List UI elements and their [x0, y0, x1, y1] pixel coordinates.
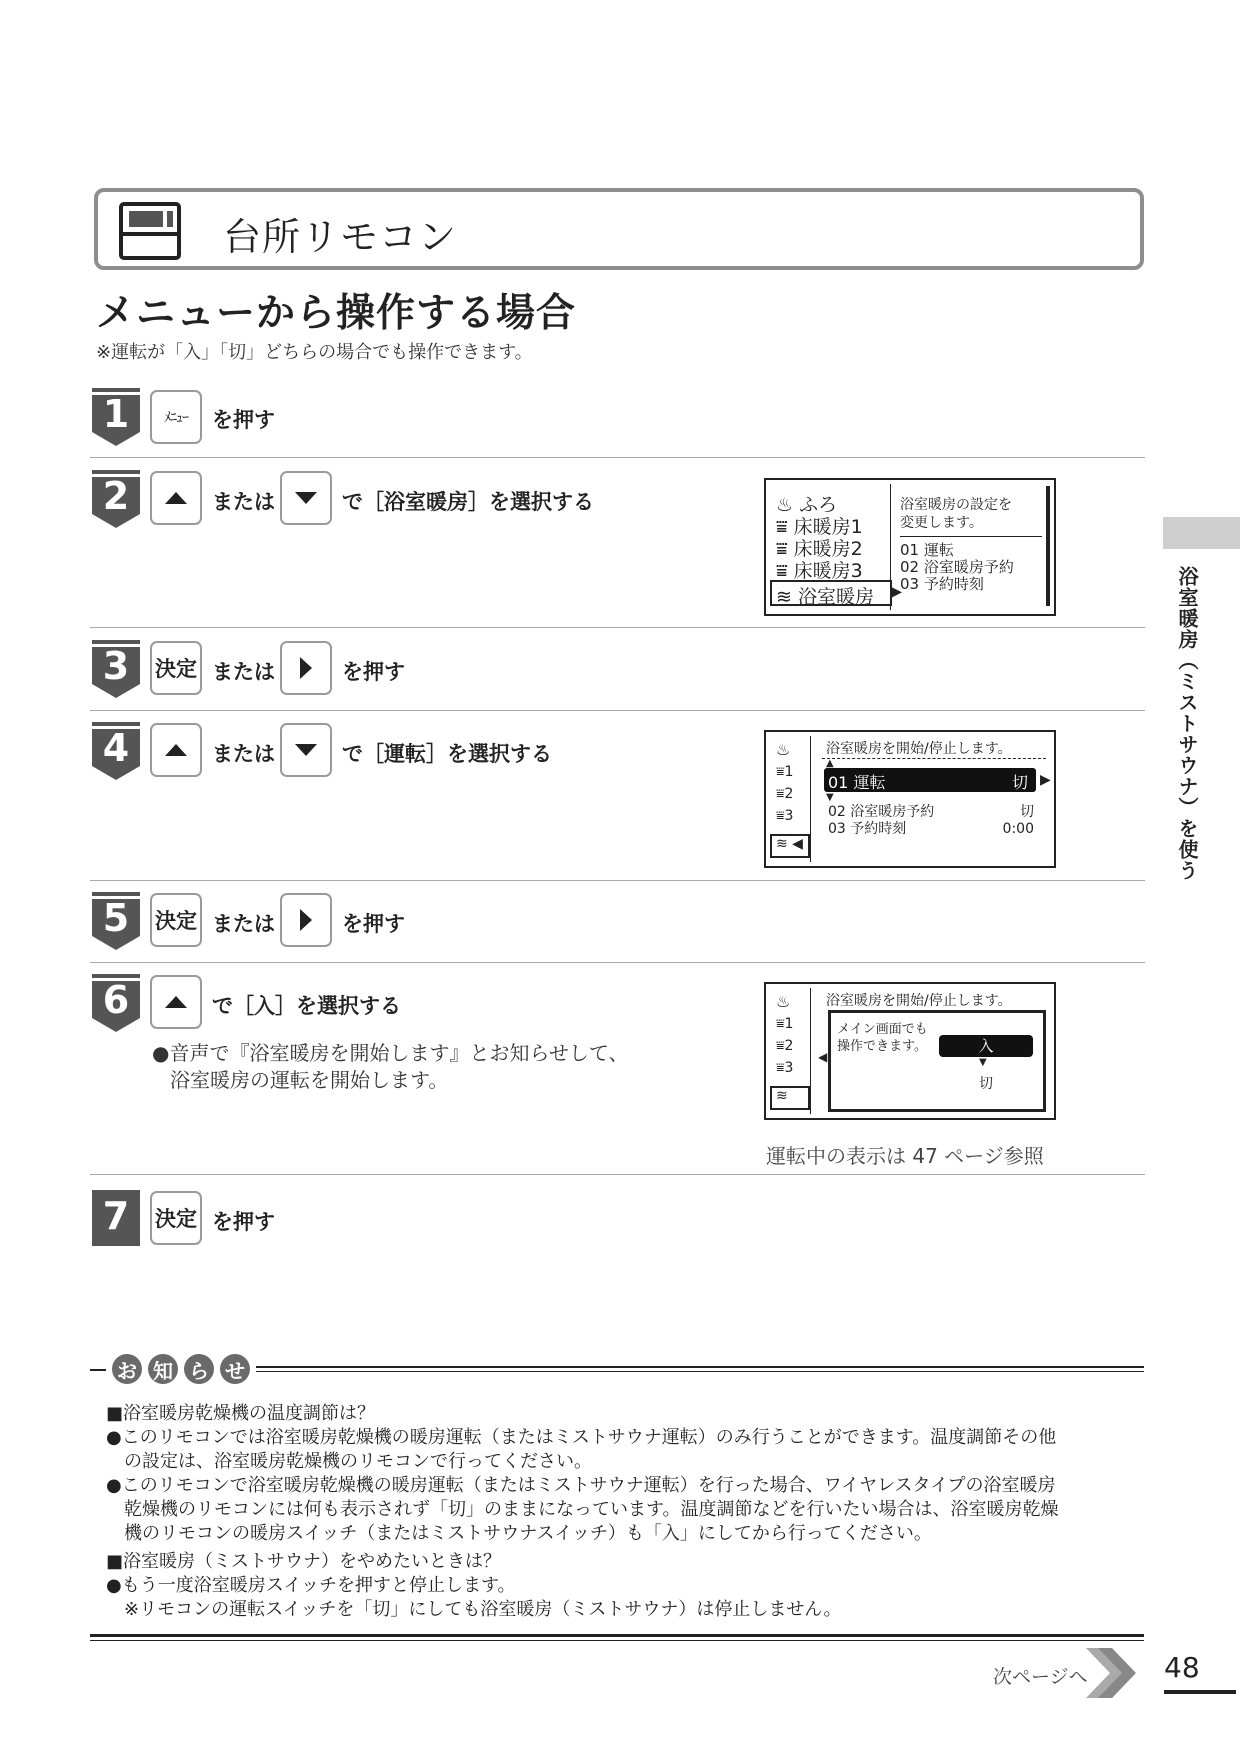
menu-item: ⩸ 床暖房1: [776, 516, 863, 538]
lcd-separator: [900, 536, 1042, 537]
menu-key[interactable]: ﾒﾆｭｰ: [150, 390, 202, 444]
step-badge: [92, 974, 140, 1032]
down-key[interactable]: [280, 471, 332, 525]
menu-item-selected: ≋ 浴室暖房 ▶: [770, 580, 892, 606]
up-triangle-icon: [165, 492, 187, 504]
divider: [90, 962, 1145, 963]
bathroom-heater-icon: ≋ ◀: [770, 834, 810, 858]
floor-heat-icon: ⩸3: [776, 808, 794, 824]
lcd-side-column: [770, 988, 811, 1114]
notice-rule-right-thin: [256, 1371, 1144, 1372]
notice-char: せ: [220, 1354, 250, 1384]
floor-heat-icon: ⩸: [776, 560, 788, 582]
page-number-underline: [1164, 1690, 1236, 1694]
lcd-menu-screen: [764, 478, 1056, 616]
enter-key[interactable]: 決定: [150, 1191, 202, 1245]
left-arrow-icon: ◀: [818, 1050, 828, 1064]
notice-bullet: ●このリモコンでは浴室暖房乾燥機の暖房運転（またはミストサウナ運転）のみ行うことができます。温度調節その他: [106, 1427, 1057, 1448]
bath-icon: ♨: [776, 740, 791, 759]
step-number: 5: [102, 896, 130, 940]
enter-key[interactable]: 決定: [150, 893, 202, 947]
lcd-menu-list: [770, 484, 902, 610]
right-arrow-icon: ▶: [1040, 772, 1051, 788]
lcd-rows: 02 浴室暖房予約 切 03 予約時刻 0:00: [828, 804, 1034, 837]
step-badge: [92, 470, 140, 528]
lcd-options: 01 運転 02 浴室暖房予約 03 予約時刻: [900, 541, 1014, 593]
step-text: を押す: [212, 408, 275, 432]
up-key[interactable]: [150, 471, 202, 525]
lcd-header: 浴室暖房を開始/停止します。: [826, 741, 1012, 757]
down-triangle-icon: [295, 744, 317, 756]
next-page-chevron-icon[interactable]: [1082, 1646, 1140, 1700]
notice-bullet-cont: の設定は、浴室暖房乾燥機のリモコンで行ってください。: [124, 1451, 592, 1472]
right-key[interactable]: [280, 893, 332, 947]
right-triangle-icon: [300, 909, 312, 931]
right-key[interactable]: [280, 641, 332, 695]
divider: [90, 1174, 1145, 1175]
lcd-side-column: [770, 736, 811, 862]
step-text: を押す: [342, 912, 405, 936]
step-badge: [92, 388, 140, 446]
step-badge: [92, 722, 140, 780]
notice-bottom-rule: [90, 1634, 1144, 1637]
down-arrow-icon: ▼: [826, 792, 834, 803]
up-arrow-icon: ▲: [826, 758, 834, 769]
header-title: 台所リモコン: [223, 215, 458, 259]
bathroom-heater-icon: ≋: [776, 586, 792, 608]
down-triangle-icon: [295, 492, 317, 504]
kitchen-remote-icon: [118, 201, 182, 261]
lcd-description: 浴室暖房の設定を 変更します。: [900, 497, 1012, 531]
notice-bullet: ●このリモコンで浴室暖房乾燥機の暖房運転（またはミストサウナ運転）を行った場合、ワイヤレスタイプの浴室暖房: [106, 1475, 1056, 1496]
notice-bottom-rule-thin: [90, 1640, 1144, 1641]
notice-rule-right: [256, 1366, 1144, 1368]
or-text: または: [212, 742, 275, 766]
or-text: または: [212, 912, 275, 936]
divider: [90, 880, 1145, 881]
next-page-label[interactable]: 次ページへ: [993, 1666, 1088, 1688]
floor-heat-icon: ⩸: [776, 516, 788, 538]
popup-other-option: 切: [979, 1076, 993, 1092]
floor-heat-icon: ⩸: [776, 538, 788, 560]
up-triangle-icon: [165, 744, 187, 756]
lcd-scrollbar: [1046, 486, 1050, 606]
lcd-dashed-line: [822, 758, 1046, 759]
step-badge: [92, 1190, 140, 1246]
notice-char: お: [112, 1354, 142, 1384]
or-text: または: [212, 660, 275, 684]
step-number: 6: [102, 978, 130, 1022]
or-text: または: [212, 490, 275, 514]
side-tab-label: 浴室暖房（ミストサウナ）を使う: [1175, 566, 1199, 881]
notice-char: ら: [184, 1354, 214, 1384]
floor-heat-icon: ⩸1: [776, 1016, 794, 1032]
page-number: 48: [1164, 1651, 1200, 1684]
divider: [90, 710, 1145, 711]
right-triangle-icon: [300, 657, 312, 679]
step-number: 3: [102, 644, 130, 688]
floor-heat-icon: ⩸2: [776, 786, 794, 802]
up-key[interactable]: [150, 975, 202, 1029]
lcd-operation-screen: [764, 730, 1056, 868]
step-text: で［運転］を選択する: [342, 742, 552, 766]
step-badge: [92, 640, 140, 698]
menu-item: ⩸ 床暖房2: [776, 538, 863, 560]
step-number: 1: [102, 392, 130, 436]
step-number: 2: [102, 474, 130, 518]
down-key[interactable]: [280, 723, 332, 777]
notice-bullet-cont: 機のリモコンの暖房スイッチ（またはミストサウナスイッチ）も「入」にしてから行ってください。: [124, 1523, 932, 1544]
popup-selected-option: 入: [939, 1035, 1033, 1057]
step-badge: [92, 892, 140, 950]
section-header: [94, 188, 1144, 270]
floor-heat-icon: ⩸3: [776, 1060, 794, 1076]
step-text: を押す: [212, 1210, 275, 1234]
step-text: で［浴室暖房］を選択する: [342, 490, 594, 514]
popup-message: メイン画面でも 操作できます。: [837, 1022, 928, 1054]
right-arrow-icon: ▶: [891, 584, 902, 600]
notice-char: 知: [148, 1354, 178, 1384]
lcd-popup: [828, 1010, 1046, 1112]
bathroom-heater-icon: ≋: [770, 1086, 810, 1110]
lcd-confirm-screen: [764, 982, 1056, 1120]
bath-icon: ♨: [776, 494, 794, 516]
reference-text: 運転中の表示は 47 ページ参照: [766, 1144, 1044, 1168]
divider: [90, 457, 1145, 458]
floor-heat-icon: ⩸2: [776, 1038, 794, 1054]
floor-heat-icon: ⩸1: [776, 764, 794, 780]
notice-note: ※リモコンの運転スイッチを「切」にしても浴室暖房（ミストサウナ）は停止しません。: [124, 1599, 842, 1620]
notice-question: ■浴室暖房乾燥機の温度調節は？: [106, 1403, 376, 1424]
notice-bullet: ●もう一度浴室暖房スイッチを押すと停止します。: [106, 1575, 516, 1596]
notice-body: [106, 1398, 1136, 1622]
down-arrow-icon: ▼: [979, 1057, 987, 1068]
lcd-selected-row: 01 運転 切: [824, 768, 1036, 792]
notice-bullet-cont: 乾燥機のリモコンには何も表示されず「切」のままになっています。温度調節などを行いたい場合は、浴室暖房乾燥: [124, 1499, 1059, 1520]
menu-item: ♨ ふろ: [776, 494, 838, 516]
bath-icon: ♨: [776, 992, 791, 1011]
menu-item: ⩸ 床暖房3: [776, 560, 863, 582]
lcd-header: 浴室暖房を開始/停止します。: [826, 993, 1012, 1009]
page-title: メニューから操作する場合: [96, 291, 577, 336]
step-number: 4: [102, 726, 130, 770]
step-text: を押す: [342, 660, 405, 684]
up-triangle-icon: [165, 996, 187, 1008]
step-number: 7: [102, 1194, 130, 1238]
divider: [90, 627, 1145, 628]
enter-key[interactable]: 決定: [150, 641, 202, 695]
notice-question: ■浴室暖房（ミストサウナ）をやめたいときは？: [106, 1551, 502, 1572]
step-text: で［入］を選択する: [212, 994, 401, 1018]
notice-rule-left: [90, 1369, 106, 1371]
up-key[interactable]: [150, 723, 202, 777]
step-bullet-cont: 浴室暖房の運転を開始します。: [170, 1068, 449, 1092]
page-note: ※運転が「入」「切」どちらの場合でも操作できます。: [96, 342, 533, 363]
side-tab-marker: [1163, 517, 1240, 549]
step-bullet: ●音声で『浴室暖房を開始します』とお知らせして、: [152, 1041, 629, 1065]
